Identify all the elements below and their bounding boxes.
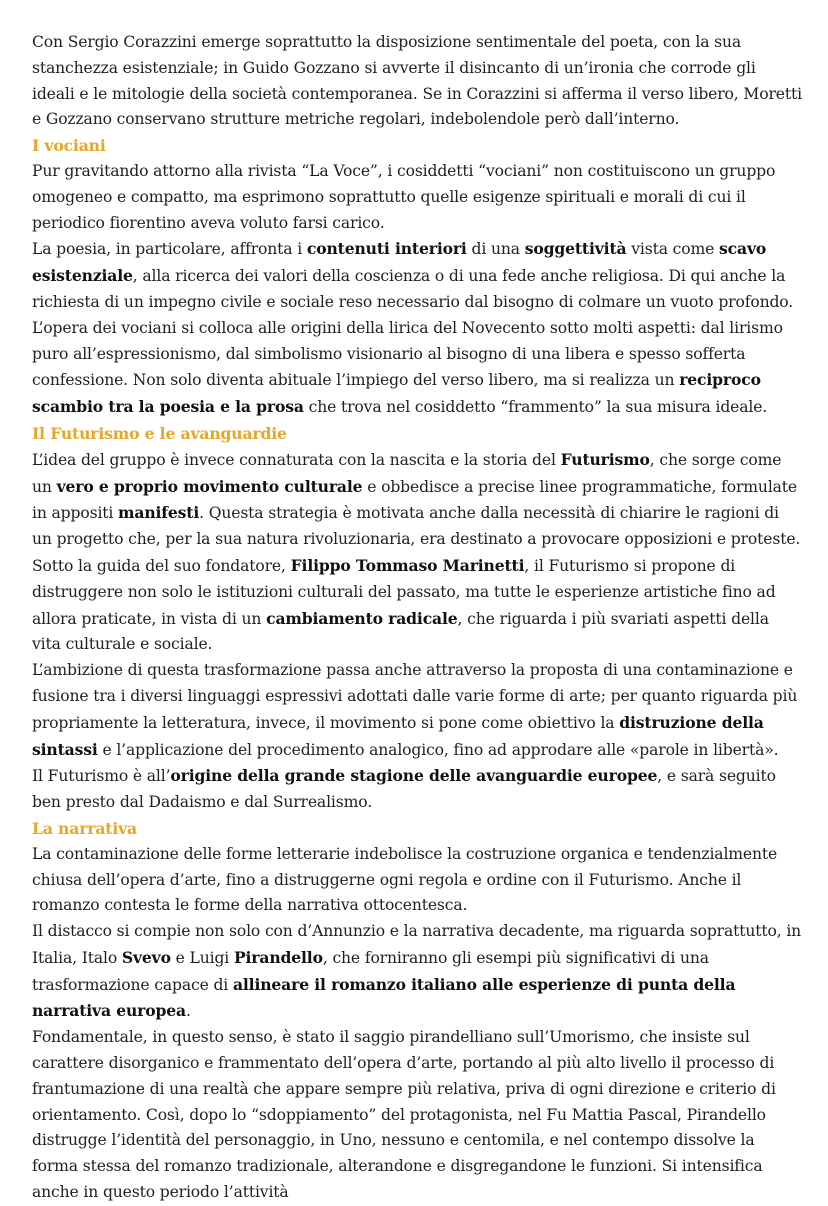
section-heading-vociani: I vociani (32, 136, 106, 156)
text-run: Sotto la guida del suo fondatore, (32, 556, 291, 575)
text-run: La poesia, in particolare, affronta i (32, 240, 307, 259)
paragraph (32, 447, 802, 553)
bold-term: vero e proprio movimento culturale (56, 476, 363, 496)
text-run: Il Futurismo è all’ (32, 767, 171, 786)
text-run: vista come (626, 240, 720, 259)
text-run: . Questa strategia è motivata anche dalla necessità di chiarire le ragioni di un progetto che, per la sua natura rivoluzionaria, era destinato a provocare opposizioni e proteste. (32, 504, 801, 549)
text-run: di una (466, 240, 525, 259)
text-run: e l’applicazione del procedimento analogico, fino ad approdare alle «parole in libertà». (97, 740, 779, 759)
intro-paragraph (32, 30, 802, 133)
section-heading-futurismo: Il Futurismo e le avanguardie (32, 423, 287, 443)
paragraph (32, 763, 802, 816)
text-run: , il Futurismo si propone di distruggere non solo le istituzioni culturali del passato, ma tutte le esperienze artistiche fino ad allora praticate, in vista di un (32, 556, 776, 628)
paragraph (32, 919, 802, 1025)
text-run: che trova nel cosiddetto “frammento” la sua misura ideale. (303, 398, 768, 417)
document-page (32, 30, 802, 1206)
bold-term: Svevo (121, 947, 171, 967)
bold-term: scavo esistenziale (32, 239, 767, 286)
text-run: L’idea del gruppo è invece connaturata con la nascita e la storia del (32, 450, 561, 469)
text-run: L’ambizione di questa trasformazione passa anche attraverso la proposta di una contaminazione e fusione tra i diversi linguaggi espressivi adottati dalle varie forme di arte; per quanto riguarda più propriamente la letteratura, invece, il movimento si pone come obiettivo la (32, 661, 798, 732)
paragraph (32, 1025, 802, 1206)
text-run: Pur gravitando attorno alla rivista “La Voce”, i cosiddetti “vociani” non costituiscono un gruppo omogeneo e compatto, ma esprimono soprattutto quelle esigenze spirituali e morali di cui il periodico fiorentino aveva voluto farsi carico. (32, 161, 776, 232)
bold-term: manifesti (118, 503, 200, 523)
text-run: L’opera dei vociani si colloca alle origini della lirica del Novecento sotto molti aspetti: dal lirismo puro all’espressionismo, dal simbolismo visionario al bisogno di una libera e spesso sofferta confessione. Non solo diventa abituale l’impiego del verso libero, ma si realizza un (32, 318, 783, 390)
paragraph (32, 553, 802, 658)
paragraph (32, 159, 802, 236)
paragraph (32, 842, 802, 919)
bold-term: Filippo Tommaso Marinetti (290, 555, 525, 575)
bold-term: Pirandello (233, 947, 323, 967)
bold-term: cambiamento radicale (266, 608, 458, 628)
text-run: , che sorge come un (32, 450, 782, 496)
text-run: Con Sergio Corazzini emerge soprattutto la disposizione sentimentale del poeta, con la sua stanchezza esistenziale; in Guido Gozzano si avverte il disincanto di un’ironia che corrode gli ideali e le mitologie della società contemporanea. Se in Corazzini si afferma il verso libero, Moretti e Gozzano conservano strutture metriche regolari, indebolendole però dall’interno. (32, 33, 802, 129)
bold-term: soggettività (524, 239, 627, 259)
text-run: Il distacco si compie non solo con d’Annunzio e la narrativa decadente, ma riguarda soprattutto, in Italia, Italo (32, 922, 802, 967)
section-heading-narrativa: La narrativa (32, 818, 137, 838)
bold-term: distruzione della sintassi (32, 712, 764, 759)
text-run: . (185, 1002, 191, 1021)
text-run: La contaminazione delle forme letterarie indebolisce la costruzione organica e tendenzialmente chiusa dell’opera d’arte, fino a distruggerne ogni regola e ordine con il Futurismo. Anche il romanzo contesta le forme della narrativa ottocentesca. (32, 844, 778, 915)
bold-term: allineare il romanzo italiano alle esperienze di punta della narrativa europea (32, 974, 736, 1021)
paragraph (32, 236, 802, 315)
text-run: , che forniranno gli esempi più significativi di una trasformazione capace di (32, 948, 709, 994)
text-run: Fondamentale, in questo senso, è stato il saggio pirandelliano sull’Umorismo, che insiste sul carattere disorganico e frammentato dell’opera d’arte, portando al più alto livello il processo di frantumazione di una realtà che appare sempre più relativa, priva di ogni direzione e criterio di orientamento. Così, dopo lo “sdoppiamento” del protagonista, nel Fu Mattia Pascal, Pirandello distrugge l’identità del personaggio, in Uno, nessuno e centomila, e nel contempo dissolve la forma stessa del romanzo tradizionale, alterandone e disgregandone le funzioni. Si intensifica anche in questo periodo l’attività (32, 1028, 776, 1202)
bold-term: contenuti interiori (306, 239, 467, 259)
text-run: e obbedisce a precise linee programmatiche, formulate in appositi (32, 477, 798, 523)
bold-term: reciproco scambio tra la poesia e la prosa (32, 370, 761, 417)
paragraph (32, 658, 802, 763)
text-run: e Luigi (170, 948, 234, 967)
text-run: , e sarà seguito ben presto dal Dadaismo e dal Surrealismo. (32, 767, 776, 812)
text-run: , che riguarda i più svariati aspetti della vita culturale e sociale. (32, 609, 769, 654)
paragraph (32, 316, 802, 421)
bold-term: origine della grande stagione delle avanguardie europee (170, 766, 658, 786)
bold-term: Futurismo (560, 449, 650, 469)
text-run: , alla ricerca dei valori della coscienza o di una fede anche religiosa. Di qui anche la richiesta di un impegno civile e sociale reso necessario dal bisogno di colmare un vuoto profondo. (32, 267, 794, 311)
